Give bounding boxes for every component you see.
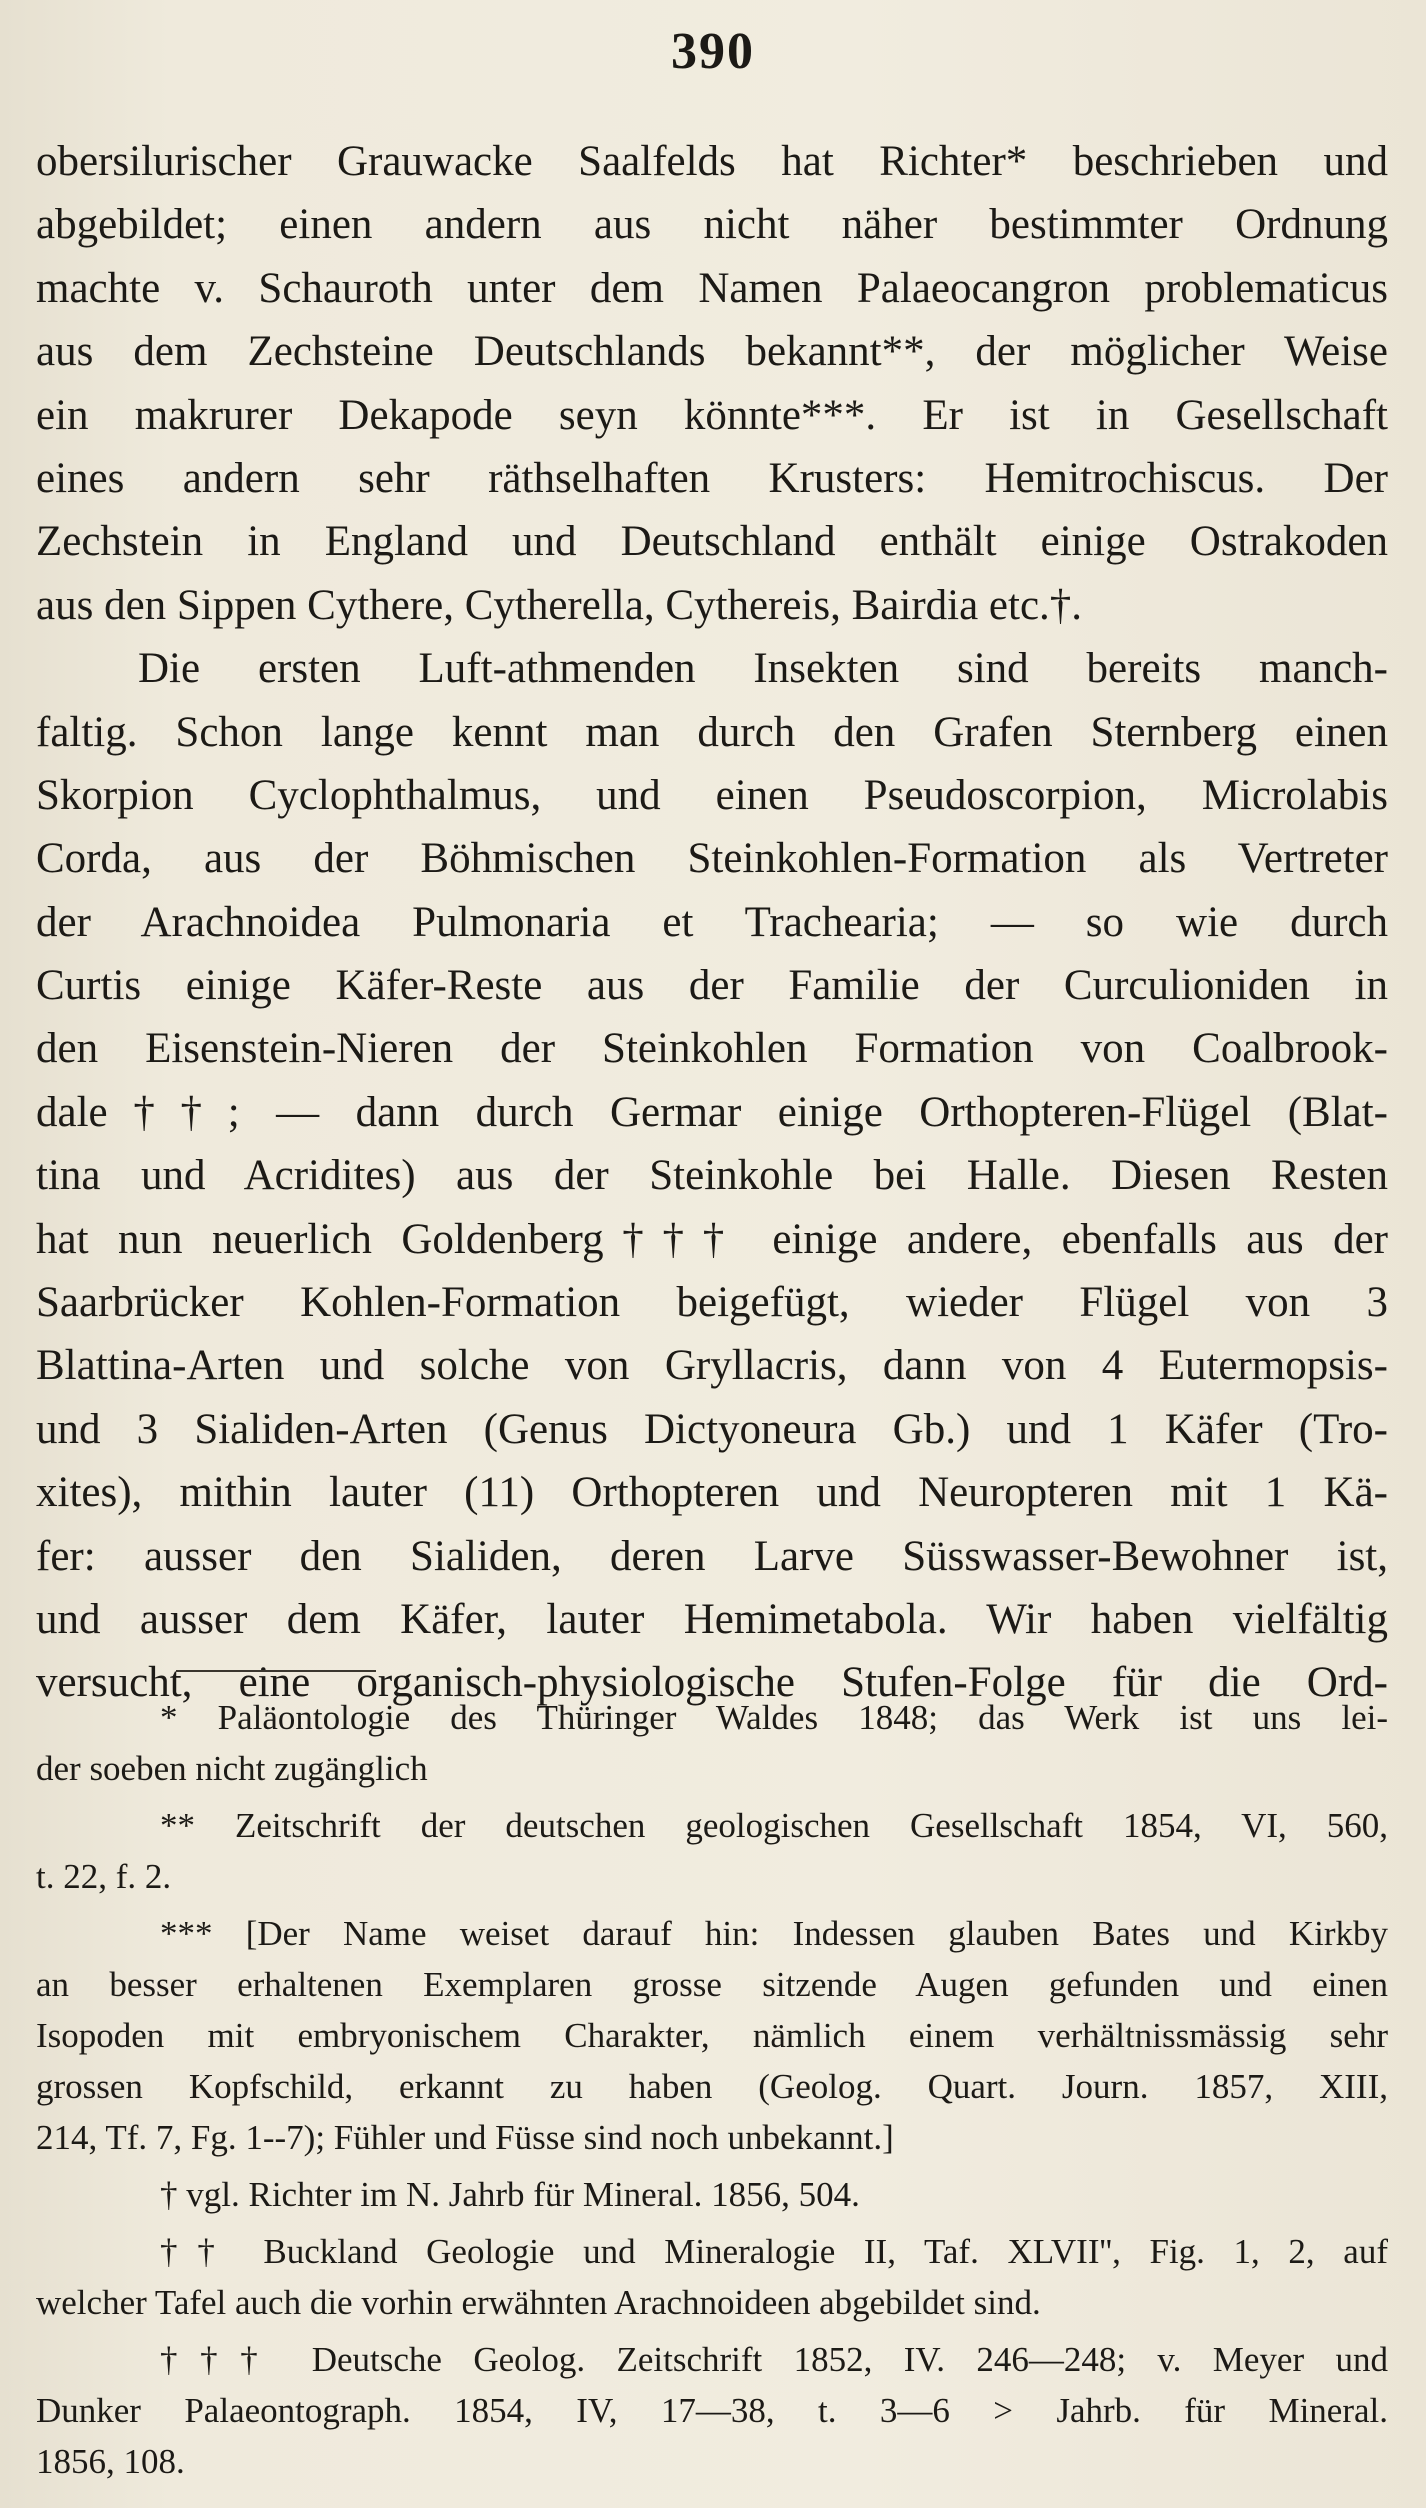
- text-line: fer: ausser den Sialiden, deren Larve Süsswasser-Bewohner ist,: [36, 1532, 1388, 1580]
- text-line: tina und Acridites) aus der Steinkohle bei Halle. Diesen Resten: [36, 1152, 1388, 1200]
- text-line: obersilurischer Grauwacke Saalfelds hat Richter* beschrieben und: [36, 138, 1388, 185]
- text-line: xites), mithin lauter (11) Orthopteren und Neuropteren mit 1 Kä-: [36, 1469, 1388, 1517]
- text-line: aus dem Zechsteine Deutschlands bekannt**, der möglicher Weise: [36, 328, 1388, 376]
- text-line: dale††; — dann durch Germar einige Orthopteren-Flügel (Blat-: [36, 1088, 1388, 1136]
- footnote-line: †† Buckland Geologie und Mineralogie II, Taf. XLVII'', Fig. 1, 2, auf: [160, 2232, 1388, 2271]
- text-line: faltig. Schon lange kennt man durch den Grafen Sternberg einen: [36, 708, 1388, 756]
- footnote-line: t. 22, f. 2.: [36, 1857, 172, 1896]
- footnote-line: 214, Tf. 7, Fg. 1--7); Fühler und Füsse sind noch unbekannt.]: [36, 2118, 894, 2157]
- footnote-line: Dunker Palaeontograph. 1854, IV, 17—38, t. 3—6 > Jahrb. für Mineral.: [36, 2391, 1388, 2430]
- text-line: ein makrurer Dekapode seyn könnte***. Er ist in Gesellschaft: [36, 391, 1388, 439]
- footnote-line: der soeben nicht zugänglich: [36, 1749, 428, 1788]
- text-line: eines andern sehr räthselhaften Krusters: Hemitrochiscus. Der: [36, 454, 1388, 502]
- footnote-line: 1856, 108.: [36, 2442, 185, 2481]
- footnote-line: * Paläontologie des Thüringer Waldes 1848; das Werk ist uns lei-: [160, 1698, 1388, 1737]
- footnote-line: an besser erhaltenen Exemplaren grosse sitzende Augen gefunden und einen: [36, 1965, 1388, 2004]
- text-line: abgebildet; einen andern aus nicht näher bestimmter Ordnung: [36, 201, 1388, 249]
- footnote-line: ††† Deutsche Geolog. Zeitschrift 1852, IV. 246—248; v. Meyer und: [160, 2340, 1388, 2379]
- footnote-line: *** [Der Name weiset darauf hin: Indessen glauben Bates und Kirkby: [160, 1914, 1388, 1953]
- text-line: und 3 Sialiden-Arten (Genus Dictyoneura Gb.) und 1 Käfer (Tro-: [36, 1405, 1388, 1453]
- text-line: den Eisenstein-Nieren der Steinkohlen Formation von Coalbrook-: [36, 1025, 1388, 1073]
- page-number: 390: [671, 23, 755, 80]
- text-line: hat nun neuerlich Goldenberg††† einige andere, ebenfalls aus der: [36, 1215, 1388, 1263]
- text-line: Corda, aus der Böhmischen Steinkohlen-Formation als Vertreter: [36, 835, 1388, 883]
- text-line: Curtis einige Käfer-Reste aus der Familie der Curculioniden in: [36, 962, 1388, 1010]
- footnote-line: Isopoden mit embryonischem Charakter, nämlich einem verhältnissmässig sehr: [36, 2016, 1388, 2055]
- footnote-line: ** Zeitschrift der deutschen geologischen Gesellschaft 1854, VI, 560,: [160, 1806, 1388, 1845]
- text-line: Skorpion Cyclophthalmus, und einen Pseudoscorpion, Microlabis: [36, 771, 1388, 819]
- text-line: versucht, eine organisch-physiologische Stufen-Folge für die Ord-: [36, 1659, 1388, 1707]
- text-line: Saarbrücker Kohlen-Formation beigefügt, wieder Flügel von 3: [36, 1279, 1388, 1327]
- text-line: und ausser dem Käfer, lauter Hemimetabola. Wir haben vielfältig: [36, 1595, 1388, 1643]
- footnote-line: welcher Tafel auch die vorhin erwähnten Arachnoideen abgebildet sind.: [36, 2283, 1041, 2322]
- text-line: Blattina-Arten und solche von Gryllacris, dann von 4 Eutermopsis-: [36, 1342, 1388, 1390]
- text-line: der Arachnoidea Pulmonaria et Trachearia; — so wie durch: [36, 898, 1388, 946]
- text-line: Zechstein in England und Deutschland enthält einige Ostrakoden: [36, 518, 1388, 566]
- footnotes: [36, 1692, 1388, 2487]
- main-text: [36, 130, 1388, 1715]
- footnote-line: † vgl. Richter im N. Jahrb für Mineral. 1856, 504.: [160, 2175, 860, 2214]
- text-line: machte v. Schauroth unter dem Namen Palaeocangron problematicus: [36, 264, 1388, 312]
- footnote-separator: [176, 1670, 376, 1672]
- text-line: Die ersten Luft-athmenden Insekten sind bereits manch-: [138, 645, 1388, 693]
- text-line: aus den Sippen Cythere, Cytherella, Cythereis, Bairdia etc.†.: [36, 581, 1083, 629]
- footnote-line: grossen Kopfschild, erkannt zu haben (Geolog. Quart. Journ. 1857, XIII,: [36, 2067, 1388, 2106]
